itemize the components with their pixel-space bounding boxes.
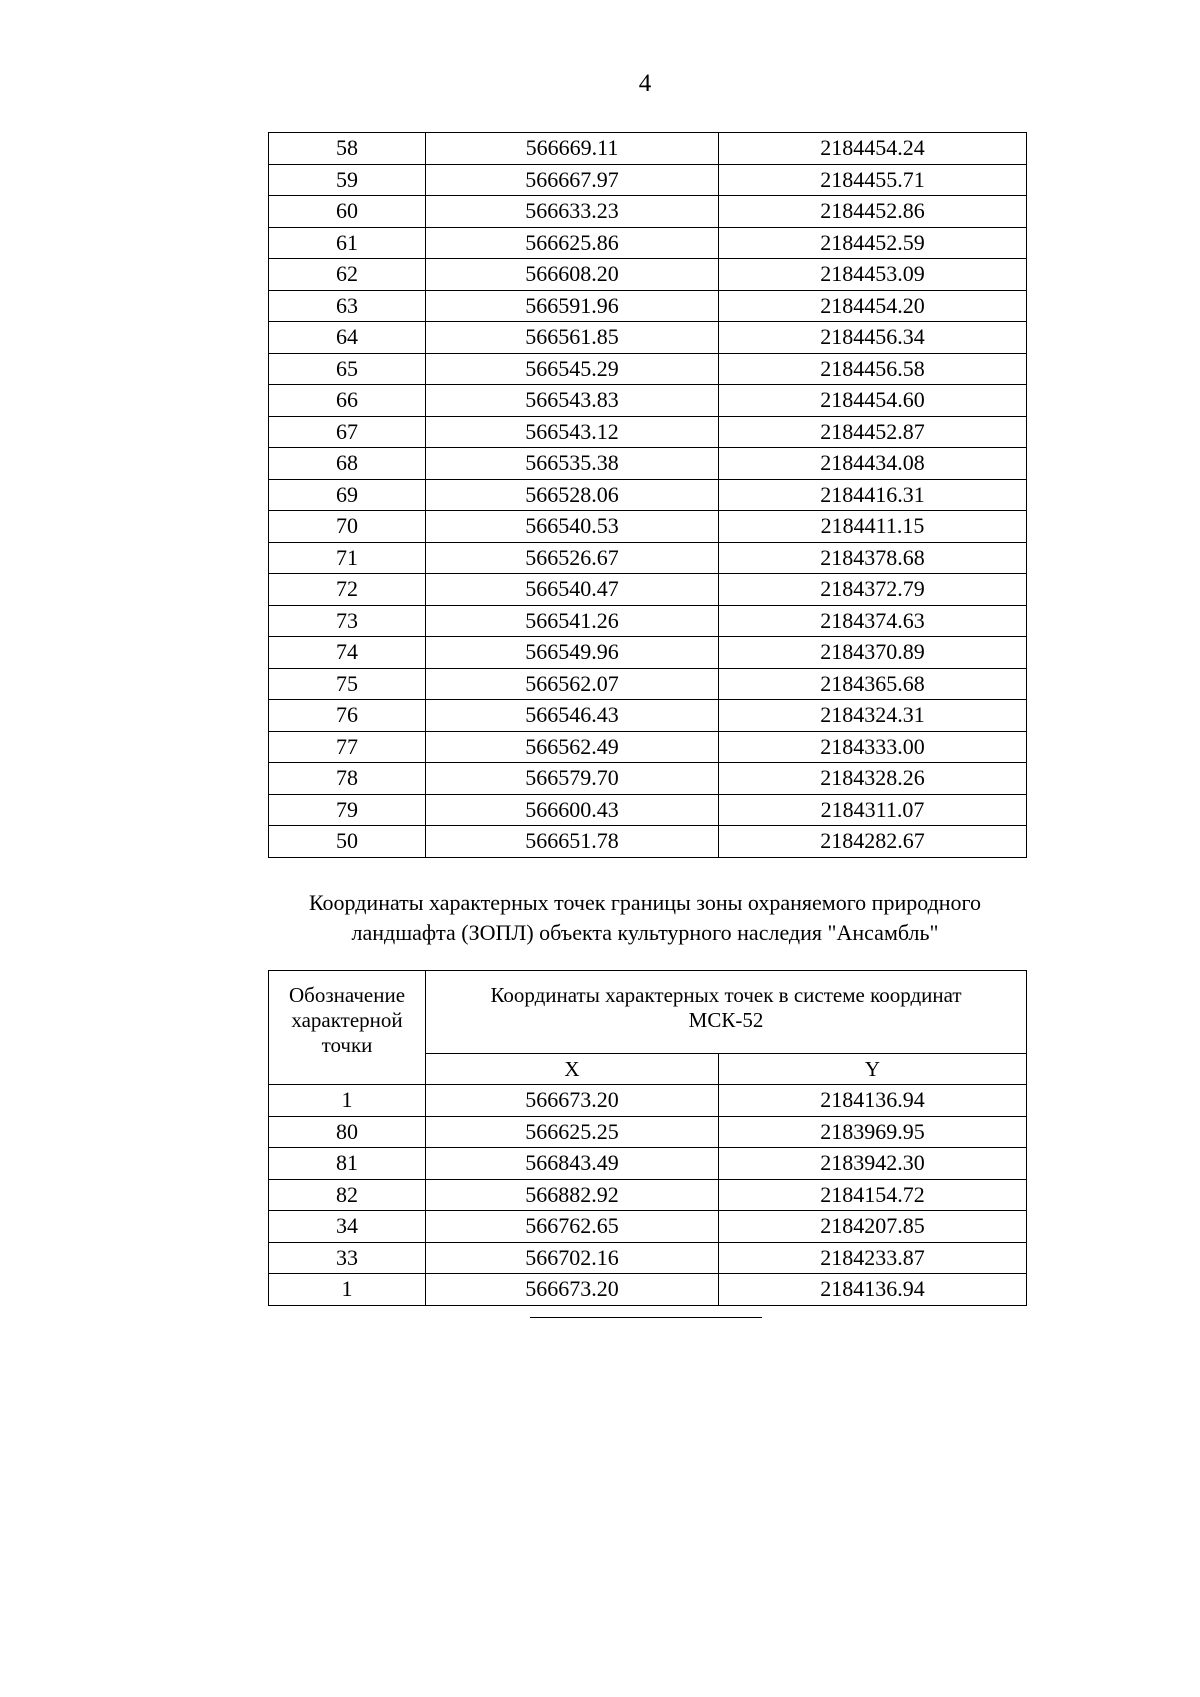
table-row	[269, 668, 1027, 700]
x-coordinate-cell: 566673.20	[426, 1274, 719, 1306]
header-y: Y	[719, 1054, 1027, 1085]
x-coordinate-cell: 566600.43	[426, 794, 719, 826]
table-row	[269, 416, 1027, 448]
x-coordinate-cell: 566702.16	[426, 1242, 719, 1274]
table-row	[269, 763, 1027, 795]
y-coordinate-cell: 2184452.87	[719, 416, 1027, 448]
y-coordinate-cell: 2184233.87	[719, 1242, 1027, 1274]
table-row	[269, 1116, 1027, 1148]
y-coordinate-cell: 2184136.94	[719, 1274, 1027, 1306]
point-number-cell: 33	[269, 1242, 426, 1274]
y-coordinate-cell: 2184411.15	[719, 511, 1027, 543]
table-row	[269, 353, 1027, 385]
y-coordinate-cell: 2184324.31	[719, 700, 1027, 732]
x-coordinate-cell: 566540.53	[426, 511, 719, 543]
header-row	[269, 971, 1027, 1054]
header-point-line: точки	[321, 1033, 373, 1058]
table-row	[269, 322, 1027, 354]
point-number-cell: 75	[269, 668, 426, 700]
y-coordinate-cell: 2184370.89	[719, 637, 1027, 669]
y-coordinate-cell: 2184372.79	[719, 574, 1027, 606]
coordinates-table-continued	[268, 132, 1027, 858]
table-row	[269, 1148, 1027, 1180]
y-coordinate-cell: 2184452.86	[719, 196, 1027, 228]
table-row	[269, 542, 1027, 574]
table-row	[269, 259, 1027, 291]
x-coordinate-cell: 566545.29	[426, 353, 719, 385]
point-number-cell: 79	[269, 794, 426, 826]
x-coordinate-cell: 566546.43	[426, 700, 719, 732]
y-coordinate-cell: 2184455.71	[719, 164, 1027, 196]
point-number-cell: 60	[269, 196, 426, 228]
y-coordinate-cell: 2184452.59	[719, 227, 1027, 259]
y-coordinate-cell: 2184454.60	[719, 385, 1027, 417]
x-coordinate-cell: 566526.67	[426, 542, 719, 574]
point-number-cell: 77	[269, 731, 426, 763]
table-row	[269, 605, 1027, 637]
table-row	[269, 794, 1027, 826]
zopl-coordinates-table	[268, 970, 1027, 1306]
x-coordinate-cell: 566543.12	[426, 416, 719, 448]
x-coordinate-cell: 566843.49	[426, 1148, 719, 1180]
table-row	[269, 574, 1027, 606]
x-coordinate-cell: 566625.86	[426, 227, 719, 259]
y-coordinate-cell: 2184333.00	[719, 731, 1027, 763]
point-number-cell: 71	[269, 542, 426, 574]
x-coordinate-cell: 566673.20	[426, 1085, 719, 1117]
header-point-designation	[269, 971, 426, 1085]
table-row	[269, 1179, 1027, 1211]
x-coordinate-cell: 566541.26	[426, 605, 719, 637]
y-coordinate-cell: 2184454.24	[719, 133, 1027, 165]
x-coordinate-cell: 566543.83	[426, 385, 719, 417]
y-coordinate-cell: 2184365.68	[719, 668, 1027, 700]
header-x: X	[426, 1054, 719, 1085]
point-number-cell: 81	[269, 1148, 426, 1180]
point-number-cell: 76	[269, 700, 426, 732]
table-row	[269, 479, 1027, 511]
y-coordinate-cell: 2184378.68	[719, 542, 1027, 574]
x-coordinate-cell: 566667.97	[426, 164, 719, 196]
coordinates-table-body	[269, 133, 1027, 858]
y-coordinate-cell: 2184434.08	[719, 448, 1027, 480]
point-number-cell: 73	[269, 605, 426, 637]
header-coords-line: Координаты характерных точек в системе координат	[490, 983, 962, 1007]
y-coordinate-cell: 2184416.31	[719, 479, 1027, 511]
y-coordinate-cell: 2184154.72	[719, 1179, 1027, 1211]
y-coordinate-cell: 2184136.94	[719, 1085, 1027, 1117]
table-row	[269, 731, 1027, 763]
y-coordinate-cell: 2184374.63	[719, 605, 1027, 637]
y-coordinate-cell: 2184456.58	[719, 353, 1027, 385]
table-row	[269, 385, 1027, 417]
point-number-cell: 66	[269, 385, 426, 417]
x-coordinate-cell: 566540.47	[426, 574, 719, 606]
y-coordinate-cell: 2184456.34	[719, 322, 1027, 354]
table-row	[269, 637, 1027, 669]
header-coords-line: МСК-52	[688, 1008, 764, 1033]
table-row	[269, 290, 1027, 322]
x-coordinate-cell: 566591.96	[426, 290, 719, 322]
x-coordinate-cell: 566669.11	[426, 133, 719, 165]
point-number-cell: 82	[269, 1179, 426, 1211]
x-coordinate-cell: 566651.78	[426, 826, 719, 858]
end-divider	[530, 1317, 762, 1318]
table-row	[269, 196, 1027, 228]
x-coordinate-cell: 566528.06	[426, 479, 719, 511]
table-row	[269, 826, 1027, 858]
point-number-cell: 74	[269, 637, 426, 669]
point-number-cell: 61	[269, 227, 426, 259]
point-number-cell: 63	[269, 290, 426, 322]
table-row	[269, 1211, 1027, 1243]
y-coordinate-cell: 2184282.67	[719, 826, 1027, 858]
header-point-line: характерной	[291, 1008, 403, 1033]
x-coordinate-cell: 566762.65	[426, 1211, 719, 1243]
point-number-cell: 78	[269, 763, 426, 795]
table-row	[269, 227, 1027, 259]
zopl-table-body	[269, 1085, 1027, 1306]
y-coordinate-cell: 2183969.95	[719, 1116, 1027, 1148]
point-number-cell: 34	[269, 1211, 426, 1243]
x-coordinate-cell: 566579.70	[426, 763, 719, 795]
x-coordinate-cell: 566625.25	[426, 1116, 719, 1148]
table-row	[269, 700, 1027, 732]
x-coordinate-cell: 566633.23	[426, 196, 719, 228]
y-coordinate-cell: 2184328.26	[719, 763, 1027, 795]
x-coordinate-cell: 566608.20	[426, 259, 719, 291]
point-number-cell: 65	[269, 353, 426, 385]
y-coordinate-cell: 2184207.85	[719, 1211, 1027, 1243]
point-number-cell: 1	[269, 1274, 426, 1306]
point-number-cell: 1	[269, 1085, 426, 1117]
header-coordinates	[426, 971, 1027, 1054]
x-coordinate-cell: 566882.92	[426, 1179, 719, 1211]
point-number-cell: 59	[269, 164, 426, 196]
point-number-cell: 72	[269, 574, 426, 606]
y-coordinate-cell: 2184454.20	[719, 290, 1027, 322]
x-coordinate-cell: 566549.96	[426, 637, 719, 669]
point-number-cell: 64	[269, 322, 426, 354]
point-number-cell: 62	[269, 259, 426, 291]
point-number-cell: 58	[269, 133, 426, 165]
x-coordinate-cell: 566535.38	[426, 448, 719, 480]
point-number-cell: 80	[269, 1116, 426, 1148]
page-number: 4	[638, 70, 652, 97]
point-number-cell: 70	[269, 511, 426, 543]
table-row	[269, 511, 1027, 543]
caption-line-2: ландшафта (ЗОПЛ) объекта культурного наследия "Ансамбль"	[351, 919, 939, 945]
header-point-line: Обозначение	[288, 983, 406, 1007]
y-coordinate-cell: 2184453.09	[719, 259, 1027, 291]
table-caption	[240, 888, 1050, 947]
y-coordinate-cell: 2184311.07	[719, 794, 1027, 826]
point-number-cell: 67	[269, 416, 426, 448]
y-coordinate-cell: 2183942.30	[719, 1148, 1027, 1180]
table-row	[269, 164, 1027, 196]
x-coordinate-cell: 566562.49	[426, 731, 719, 763]
table-row	[269, 1274, 1027, 1306]
table-row	[269, 448, 1027, 480]
table-row	[269, 1242, 1027, 1274]
caption-line-1: Координаты характерных точек границы зоны охраняемого природного	[308, 890, 982, 915]
point-number-cell: 50	[269, 826, 426, 858]
x-coordinate-cell: 566562.07	[426, 668, 719, 700]
table-row	[269, 1085, 1027, 1117]
point-number-cell: 68	[269, 448, 426, 480]
table-row	[269, 133, 1027, 165]
x-coordinate-cell: 566561.85	[426, 322, 719, 354]
point-number-cell: 69	[269, 479, 426, 511]
